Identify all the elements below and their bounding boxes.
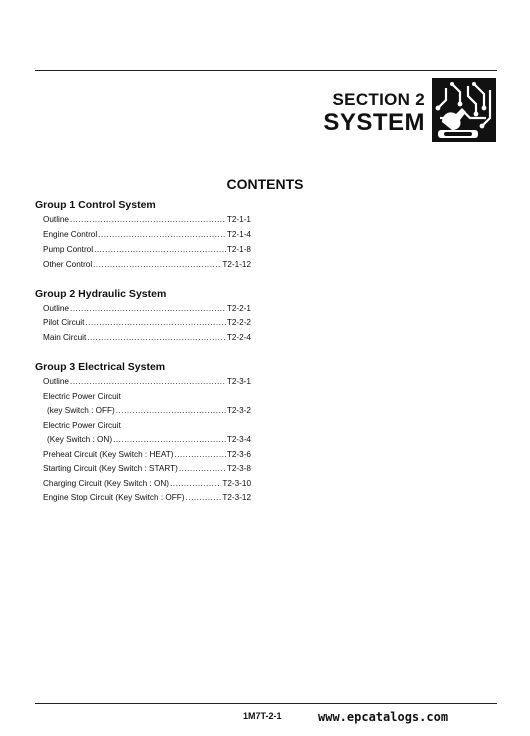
toc-entry-label: Electric Power Circuit bbox=[43, 392, 121, 401]
toc-entry-label: Other Control bbox=[43, 260, 93, 269]
toc-entry-label: Charging Circuit (Key Switch : ON) bbox=[43, 479, 170, 488]
toc-entry-page: T2-3-4 bbox=[226, 435, 251, 444]
toc-entry bbox=[43, 245, 251, 258]
toc-entry-page: T2-1-8 bbox=[226, 245, 251, 254]
toc-entry-label: Preheat Circuit (Key Switch : HEAT) bbox=[43, 450, 174, 459]
toc-entry-label: Outline bbox=[43, 377, 69, 386]
leader-dots bbox=[94, 245, 226, 254]
toc-entry-page: T2-3-2 bbox=[226, 406, 251, 415]
toc-entry bbox=[43, 230, 251, 243]
group-1-title: Group 1 Control System bbox=[35, 199, 156, 211]
toc-entry-label: Starting Circuit (Key Switch : START) bbox=[43, 464, 178, 473]
leader-dots bbox=[85, 318, 225, 327]
section-label: SECTION 2 bbox=[332, 90, 425, 109]
toc-entry-page: T2-3-8 bbox=[226, 464, 251, 473]
toc-entry bbox=[43, 493, 251, 506]
header-rule bbox=[35, 70, 497, 71]
toc-entry-label: Pilot Circuit bbox=[43, 318, 85, 327]
toc-entry bbox=[43, 260, 251, 273]
footer-rule bbox=[35, 703, 497, 704]
toc-entry bbox=[43, 450, 251, 463]
leader-dots bbox=[70, 215, 226, 224]
toc-entry-label: Outline bbox=[43, 304, 69, 313]
toc-entry-page: T2-1-1 bbox=[226, 215, 251, 224]
toc-entry-label: Outline bbox=[43, 215, 69, 224]
circuit-emblem-icon bbox=[432, 78, 496, 142]
section-title: SYSTEM bbox=[323, 109, 425, 136]
leader-dots bbox=[186, 493, 222, 502]
toc-entry-sublabel: (key Switch : OFF) bbox=[47, 406, 115, 415]
toc-entry bbox=[47, 406, 251, 419]
leader-dots bbox=[179, 464, 226, 473]
watermark: www.epcatalogs.com bbox=[318, 710, 449, 724]
page-number: 1M7T-2-1 bbox=[243, 711, 282, 721]
toc-entry bbox=[43, 377, 251, 390]
toc-entry bbox=[43, 479, 251, 492]
leader-dots bbox=[98, 230, 226, 239]
group-2-title: Group 2 Hydraulic System bbox=[35, 288, 167, 300]
toc-entry-label: Main Circuit bbox=[43, 333, 87, 342]
toc-entry bbox=[43, 318, 251, 331]
leader-dots bbox=[70, 304, 226, 313]
toc-entry bbox=[47, 435, 251, 448]
toc-entry-page: T2-1-4 bbox=[226, 230, 251, 239]
toc-entry-page: T2-3-12 bbox=[222, 493, 251, 502]
toc-entry-page: T2-2-1 bbox=[226, 304, 251, 313]
toc-entry-page: T2-3-10 bbox=[222, 479, 251, 488]
leader-dots bbox=[170, 479, 221, 488]
leader-dots bbox=[93, 260, 221, 269]
group-3-title: Group 3 Electrical System bbox=[35, 361, 166, 373]
toc-entry-label: Engine Stop Circuit (Key Switch : OFF) bbox=[43, 493, 185, 502]
toc-entry bbox=[43, 464, 251, 477]
toc-entry-label: Electric Power Circuit bbox=[43, 421, 121, 430]
toc-entry-page: T2-2-2 bbox=[226, 318, 251, 327]
toc-entry-page: T2-2-4 bbox=[226, 333, 251, 342]
toc-entry-sublabel: (Key Switch : ON) bbox=[47, 435, 113, 444]
toc-entry-page: T2-3-1 bbox=[226, 377, 251, 386]
leader-dots bbox=[113, 435, 226, 444]
toc-entry-page: T2-3-6 bbox=[226, 450, 251, 459]
leader-dots bbox=[70, 377, 226, 386]
toc-entry-label: Pump Control bbox=[43, 245, 94, 254]
contents-heading: CONTENTS bbox=[226, 176, 304, 192]
leader-dots bbox=[87, 333, 226, 342]
toc-entry-page: T2-1-12 bbox=[222, 260, 251, 269]
toc-entry bbox=[43, 304, 251, 317]
toc-entry bbox=[43, 215, 251, 228]
toc-entry-label: Engine Control bbox=[43, 230, 98, 239]
leader-dots bbox=[116, 406, 226, 415]
toc-entry bbox=[43, 333, 251, 346]
leader-dots bbox=[174, 450, 225, 459]
